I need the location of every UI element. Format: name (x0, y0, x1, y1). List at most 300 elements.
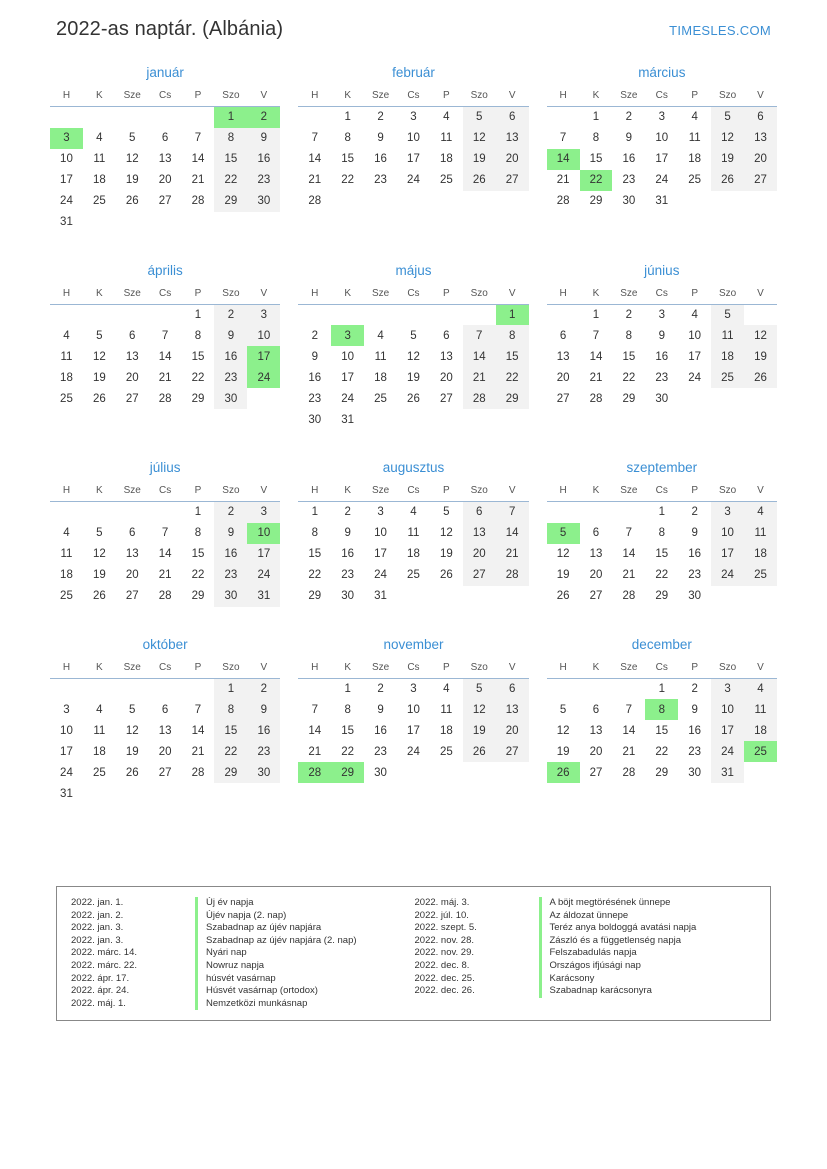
day-cell[interactable]: 9 (625, 132, 633, 144)
day-cell[interactable]: 25 (439, 745, 453, 758)
day-cell[interactable]: 24 (247, 367, 280, 388)
day-cell[interactable]: 28 (191, 195, 205, 207)
day-cell[interactable]: 24 (374, 569, 387, 581)
day-cell[interactable]: 23 (622, 174, 636, 186)
day-cell[interactable]: 6 (496, 678, 529, 699)
day-cell[interactable]: 12 (463, 699, 496, 720)
day-cell[interactable]: 23 (374, 174, 387, 186)
day-cell[interactable]: 18 (744, 544, 777, 565)
day-cell[interactable]: 6 (592, 703, 600, 716)
day-cell[interactable]: 28 (589, 392, 603, 405)
day-cell[interactable]: 29 (191, 392, 205, 405)
day-cell[interactable]: 22 (214, 170, 247, 191)
day-cell[interactable]: 6 (744, 107, 777, 128)
day-cell[interactable]: 1 (592, 308, 600, 321)
day-cell[interactable]: 4 (691, 111, 698, 124)
day-cell[interactable]: 22 (191, 371, 205, 384)
day-cell[interactable]: 7 (194, 132, 202, 144)
day-cell[interactable]: 5 (96, 527, 103, 539)
day-cell[interactable]: 14 (191, 153, 205, 165)
day-cell[interactable]: 13 (125, 548, 139, 560)
day-cell[interactable]: 7 (592, 329, 600, 342)
day-cell[interactable]: 12 (463, 128, 496, 149)
day-cell[interactable]: 15 (496, 346, 529, 367)
day-cell[interactable]: 16 (308, 371, 322, 384)
day-cell[interactable]: 19 (463, 149, 496, 170)
day-cell[interactable]: 5 (129, 132, 136, 144)
day-cell[interactable]: 27 (463, 565, 496, 586)
day-cell[interactable]: 21 (622, 569, 636, 581)
day-cell[interactable]: 4 (377, 329, 384, 342)
day-cell[interactable]: 4 (691, 308, 698, 321)
day-cell[interactable]: 24 (341, 392, 355, 405)
day-cell[interactable]: 3 (247, 304, 280, 325)
day-cell[interactable]: 17 (407, 153, 420, 165)
day-cell[interactable]: 24 (247, 565, 280, 586)
day-cell[interactable]: 1 (311, 506, 318, 519)
day-cell[interactable]: 2 (311, 329, 318, 342)
day-cell[interactable]: 18 (439, 153, 453, 165)
day-cell[interactable]: 10 (407, 703, 420, 716)
day-cell[interactable]: 28 (191, 766, 205, 779)
day-cell[interactable]: 31 (60, 216, 73, 228)
day-cell[interactable]: 10 (60, 724, 73, 737)
day-cell[interactable]: 18 (744, 720, 777, 741)
day-cell[interactable]: 25 (688, 174, 702, 186)
day-cell[interactable]: 13 (496, 699, 529, 720)
day-cell[interactable]: 29 (496, 388, 529, 409)
day-cell[interactable]: 29 (214, 191, 247, 212)
day-cell[interactable]: 25 (92, 766, 106, 779)
day-cell[interactable]: 22 (214, 741, 247, 762)
day-cell[interactable]: 15 (655, 724, 669, 737)
day-cell[interactable]: 12 (125, 724, 139, 737)
day-cell[interactable]: 14 (589, 350, 603, 363)
day-cell[interactable]: 16 (214, 346, 247, 367)
day-cell[interactable]: 10 (688, 329, 702, 342)
day-cell[interactable]: 18 (92, 174, 106, 186)
day-cell[interactable]: 10 (407, 132, 420, 144)
day-cell[interactable]: 12 (92, 350, 106, 363)
day-cell[interactable]: 16 (655, 350, 669, 363)
day-cell[interactable]: 2 (247, 107, 280, 128)
day-cell[interactable]: 21 (191, 745, 205, 758)
day-cell[interactable]: 20 (125, 569, 139, 581)
day-cell[interactable]: 14 (547, 149, 580, 170)
day-cell[interactable]: 1 (344, 682, 351, 695)
day-cell[interactable]: 20 (744, 149, 777, 170)
day-cell[interactable]: 18 (92, 745, 106, 758)
day-cell[interactable]: 7 (625, 527, 633, 539)
day-cell[interactable]: 12 (711, 128, 744, 149)
day-cell[interactable]: 14 (191, 724, 205, 737)
day-cell[interactable]: 20 (439, 371, 453, 384)
day-cell[interactable]: 1 (344, 111, 351, 124)
day-cell[interactable]: 29 (331, 762, 364, 783)
day-cell[interactable]: 30 (688, 766, 702, 779)
day-cell[interactable]: 2 (625, 111, 633, 124)
day-cell[interactable]: 16 (688, 724, 702, 737)
day-cell[interactable]: 6 (559, 329, 567, 342)
day-cell[interactable]: 19 (125, 174, 139, 186)
day-cell[interactable]: 26 (125, 195, 139, 207)
day-cell[interactable]: 9 (311, 350, 318, 363)
day-cell[interactable]: 5 (711, 107, 744, 128)
day-cell[interactable]: 3 (247, 502, 280, 523)
day-cell[interactable]: 2 (214, 304, 247, 325)
day-cell[interactable]: 24 (711, 741, 744, 762)
day-cell[interactable]: 9 (214, 325, 247, 346)
day-cell[interactable]: 10 (711, 523, 744, 544)
day-cell[interactable]: 3 (63, 703, 70, 716)
day-cell[interactable]: 14 (308, 724, 322, 737)
day-cell[interactable]: 3 (711, 502, 744, 523)
day-cell[interactable]: 8 (344, 703, 351, 716)
day-cell[interactable]: 11 (407, 527, 420, 539)
day-cell[interactable]: 16 (688, 548, 702, 560)
day-cell[interactable]: 30 (655, 392, 669, 405)
day-cell[interactable]: 8 (645, 699, 678, 720)
day-cell[interactable]: 27 (496, 741, 529, 762)
day-cell[interactable]: 1 (194, 506, 202, 519)
day-cell[interactable]: 14 (158, 350, 172, 363)
day-cell[interactable]: 24 (60, 766, 73, 779)
day-cell[interactable]: 11 (60, 548, 73, 560)
day-cell[interactable]: 2 (377, 682, 384, 695)
day-cell[interactable]: 17 (711, 720, 744, 741)
day-cell[interactable]: 11 (60, 350, 73, 363)
day-cell[interactable]: 6 (161, 703, 169, 716)
day-cell[interactable]: 8 (194, 329, 202, 342)
day-cell[interactable]: 31 (655, 195, 669, 207)
day-cell[interactable]: 30 (247, 762, 280, 783)
day-cell[interactable]: 7 (311, 132, 318, 144)
day-cell[interactable]: 7 (559, 132, 567, 144)
day-cell[interactable]: 25 (744, 565, 777, 586)
day-cell[interactable]: 11 (440, 132, 453, 144)
day-cell[interactable]: 10 (247, 325, 280, 346)
day-cell[interactable]: 29 (589, 195, 603, 207)
day-cell[interactable]: 12 (439, 527, 453, 539)
day-cell[interactable]: 13 (556, 350, 570, 363)
day-cell[interactable]: 16 (247, 720, 280, 741)
day-cell[interactable]: 7 (311, 703, 318, 716)
day-cell[interactable]: 9 (691, 527, 698, 539)
day-cell[interactable]: 4 (63, 329, 70, 342)
day-cell[interactable]: 21 (463, 367, 496, 388)
day-cell[interactable]: 2 (691, 682, 698, 695)
day-cell[interactable]: 7 (161, 527, 169, 539)
day-cell[interactable]: 8 (344, 132, 351, 144)
day-cell[interactable]: 14 (496, 523, 529, 544)
day-cell[interactable]: 27 (439, 392, 453, 405)
day-cell[interactable]: 9 (377, 132, 384, 144)
day-cell[interactable]: 4 (96, 703, 103, 716)
day-cell[interactable]: 3 (331, 325, 364, 346)
day-cell[interactable]: 19 (463, 720, 496, 741)
day-cell[interactable]: 1 (658, 682, 665, 695)
day-cell[interactable]: 19 (92, 371, 106, 384)
day-cell[interactable]: 11 (744, 699, 777, 720)
day-cell[interactable]: 22 (655, 745, 669, 758)
day-cell[interactable]: 31 (60, 787, 73, 800)
day-cell[interactable]: 9 (377, 703, 384, 716)
day-cell[interactable]: 21 (308, 745, 322, 758)
day-cell[interactable]: 18 (711, 346, 744, 367)
day-cell[interactable]: 15 (214, 720, 247, 741)
day-cell[interactable]: 7 (496, 502, 529, 523)
day-cell[interactable]: 10 (711, 699, 744, 720)
day-cell[interactable]: 18 (439, 724, 453, 737)
day-cell[interactable]: 6 (129, 527, 136, 539)
day-cell[interactable]: 23 (247, 170, 280, 191)
day-cell[interactable]: 27 (158, 766, 172, 779)
day-cell[interactable]: 17 (60, 745, 73, 758)
day-cell[interactable]: 12 (407, 350, 420, 363)
day-cell[interactable]: 31 (341, 413, 355, 426)
day-cell[interactable]: 4 (410, 506, 417, 519)
day-cell[interactable]: 17 (711, 544, 744, 565)
day-cell[interactable]: 2 (247, 678, 280, 699)
day-cell[interactable]: 22 (341, 745, 355, 758)
day-cell[interactable]: 28 (298, 762, 331, 783)
day-cell[interactable]: 6 (496, 107, 529, 128)
day-cell[interactable]: 26 (92, 392, 106, 405)
day-cell[interactable]: 30 (247, 191, 280, 212)
day-cell[interactable]: 2 (214, 502, 247, 523)
day-cell[interactable]: 23 (214, 367, 247, 388)
day-cell[interactable]: 25 (744, 741, 777, 762)
day-cell[interactable]: 9 (344, 527, 351, 539)
day-cell[interactable]: 30 (622, 195, 636, 207)
day-cell[interactable]: 22 (580, 170, 613, 191)
day-cell[interactable]: 6 (129, 329, 136, 342)
day-cell[interactable]: 9 (691, 703, 698, 716)
day-cell[interactable]: 23 (247, 741, 280, 762)
day-cell[interactable]: 28 (496, 565, 529, 586)
day-cell[interactable]: 5 (96, 329, 103, 342)
day-cell[interactable]: 30 (308, 413, 322, 426)
day-cell[interactable]: 2 (344, 506, 351, 519)
day-cell[interactable]: 14 (308, 153, 322, 165)
day-cell[interactable]: 27 (496, 170, 529, 191)
day-cell[interactable]: 21 (556, 174, 570, 186)
day-cell[interactable]: 8 (592, 132, 600, 144)
day-cell[interactable]: 18 (60, 569, 73, 581)
day-cell[interactable]: 19 (556, 745, 570, 758)
day-cell[interactable]: 28 (622, 766, 636, 779)
day-cell[interactable]: 4 (744, 502, 777, 523)
day-cell[interactable]: 11 (93, 153, 106, 165)
day-cell[interactable]: 15 (655, 548, 669, 560)
day-cell[interactable]: 26 (463, 170, 496, 191)
day-cell[interactable]: 10 (247, 523, 280, 544)
day-cell[interactable]: 15 (214, 149, 247, 170)
day-cell[interactable]: 20 (125, 371, 139, 384)
day-cell[interactable]: 22 (655, 569, 669, 581)
day-cell[interactable]: 9 (214, 523, 247, 544)
day-cell[interactable]: 26 (92, 590, 106, 602)
day-cell[interactable]: 15 (341, 153, 355, 165)
day-cell[interactable]: 17 (60, 174, 73, 186)
day-cell[interactable]: 1 (194, 308, 202, 321)
day-cell[interactable]: 19 (711, 149, 744, 170)
day-cell[interactable]: 19 (92, 569, 106, 581)
day-cell[interactable]: 26 (439, 569, 453, 581)
day-cell[interactable]: 4 (443, 682, 450, 695)
day-cell[interactable]: 12 (556, 724, 570, 737)
day-cell[interactable]: 8 (194, 527, 202, 539)
day-cell[interactable]: 29 (622, 392, 636, 405)
day-cell[interactable]: 28 (556, 195, 570, 207)
day-cell[interactable]: 23 (214, 565, 247, 586)
day-cell[interactable]: 29 (655, 766, 669, 779)
day-cell[interactable]: 9 (247, 128, 280, 149)
day-cell[interactable]: 20 (158, 174, 172, 186)
day-cell[interactable]: 13 (463, 523, 496, 544)
day-cell[interactable]: 26 (547, 762, 580, 783)
day-cell[interactable]: 21 (191, 174, 205, 186)
day-cell[interactable]: 8 (214, 699, 247, 720)
day-cell[interactable]: 11 (711, 325, 744, 346)
day-cell[interactable]: 21 (622, 745, 636, 758)
day-cell[interactable]: 12 (556, 548, 570, 560)
day-cell[interactable]: 15 (308, 548, 322, 560)
day-cell[interactable]: 31 (374, 590, 387, 602)
day-cell[interactable]: 26 (407, 392, 420, 405)
day-cell[interactable]: 16 (247, 149, 280, 170)
day-cell[interactable]: 7 (161, 329, 169, 342)
day-cell[interactable]: 24 (407, 745, 420, 758)
day-cell[interactable]: 12 (744, 325, 777, 346)
day-cell[interactable]: 6 (161, 132, 169, 144)
day-cell[interactable]: 22 (341, 174, 355, 186)
day-cell[interactable]: 17 (341, 371, 355, 384)
day-cell[interactable]: 14 (158, 548, 172, 560)
day-cell[interactable]: 26 (744, 367, 777, 388)
day-cell[interactable]: 13 (158, 724, 172, 737)
day-cell[interactable]: 20 (496, 149, 529, 170)
day-cell[interactable]: 3 (50, 128, 83, 149)
day-cell[interactable]: 5 (463, 107, 496, 128)
day-cell[interactable]: 28 (158, 392, 172, 405)
day-cell[interactable]: 16 (622, 153, 636, 165)
day-cell[interactable]: 11 (440, 703, 453, 716)
day-cell[interactable]: 19 (125, 745, 139, 758)
day-cell[interactable]: 27 (125, 590, 139, 602)
day-cell[interactable]: 24 (655, 174, 669, 186)
day-cell[interactable]: 23 (374, 745, 387, 758)
day-cell[interactable]: 28 (308, 195, 322, 207)
day-cell[interactable]: 16 (374, 724, 387, 737)
day-cell[interactable]: 26 (556, 590, 570, 602)
day-cell[interactable]: 10 (374, 527, 387, 539)
day-cell[interactable]: 17 (247, 544, 280, 565)
day-cell[interactable]: 21 (496, 544, 529, 565)
day-cell[interactable]: 31 (247, 586, 280, 607)
day-cell[interactable]: 17 (374, 548, 387, 560)
day-cell[interactable]: 17 (688, 350, 702, 363)
day-cell[interactable]: 13 (589, 724, 603, 737)
day-cell[interactable]: 19 (439, 548, 453, 560)
day-cell[interactable]: 29 (308, 590, 322, 602)
day-cell[interactable]: 5 (559, 703, 567, 716)
day-cell[interactable]: 17 (407, 724, 420, 737)
day-cell[interactable]: 31 (711, 762, 744, 783)
day-cell[interactable]: 12 (125, 153, 139, 165)
day-cell[interactable]: 25 (407, 569, 420, 581)
day-cell[interactable]: 8 (658, 527, 665, 539)
day-cell[interactable]: 25 (60, 392, 73, 405)
day-cell[interactable]: 17 (247, 346, 280, 367)
day-cell[interactable]: 8 (214, 128, 247, 149)
day-cell[interactable]: 5 (463, 678, 496, 699)
day-cell[interactable]: 28 (158, 590, 172, 602)
day-cell[interactable]: 20 (556, 371, 570, 384)
day-cell[interactable]: 1 (658, 506, 665, 519)
day-cell[interactable]: 27 (158, 195, 172, 207)
day-cell[interactable]: 20 (589, 569, 603, 581)
day-cell[interactable]: 5 (547, 523, 580, 544)
day-cell[interactable]: 30 (214, 586, 247, 607)
day-cell[interactable]: 4 (96, 132, 103, 144)
day-cell[interactable]: 20 (463, 544, 496, 565)
day-cell[interactable]: 17 (655, 153, 669, 165)
day-cell[interactable]: 25 (92, 195, 106, 207)
day-cell[interactable]: 11 (93, 724, 106, 737)
day-cell[interactable]: 10 (60, 153, 73, 165)
day-cell[interactable]: 22 (496, 367, 529, 388)
day-cell[interactable]: 23 (688, 569, 702, 581)
day-cell[interactable]: 15 (191, 350, 205, 363)
day-cell[interactable]: 19 (744, 346, 777, 367)
day-cell[interactable]: 24 (407, 174, 420, 186)
day-cell[interactable]: 18 (688, 153, 702, 165)
day-cell[interactable]: 12 (92, 548, 106, 560)
day-cell[interactable]: 9 (247, 699, 280, 720)
day-cell[interactable]: 22 (191, 569, 205, 581)
day-cell[interactable]: 27 (744, 170, 777, 191)
day-cell[interactable]: 24 (711, 565, 744, 586)
day-cell[interactable]: 25 (711, 367, 744, 388)
day-cell[interactable]: 20 (158, 745, 172, 758)
day-cell[interactable]: 21 (158, 371, 172, 384)
day-cell[interactable]: 16 (214, 544, 247, 565)
day-cell[interactable]: 9 (658, 329, 665, 342)
day-cell[interactable]: 30 (214, 388, 247, 409)
day-cell[interactable]: 5 (443, 506, 450, 519)
day-cell[interactable]: 8 (625, 329, 633, 342)
day-cell[interactable]: 26 (125, 766, 139, 779)
day-cell[interactable]: 28 (463, 388, 496, 409)
day-cell[interactable]: 14 (622, 548, 636, 560)
day-cell[interactable]: 22 (308, 569, 322, 581)
day-cell[interactable]: 18 (407, 548, 420, 560)
day-cell[interactable]: 27 (125, 392, 139, 405)
day-cell[interactable]: 6 (463, 502, 496, 523)
day-cell[interactable]: 21 (589, 371, 603, 384)
day-cell[interactable]: 10 (655, 132, 669, 144)
day-cell[interactable]: 22 (622, 371, 636, 384)
day-cell[interactable]: 6 (592, 527, 600, 539)
day-cell[interactable]: 27 (556, 392, 570, 405)
day-cell[interactable]: 30 (688, 590, 702, 602)
day-cell[interactable]: 13 (158, 153, 172, 165)
day-cell[interactable]: 20 (496, 720, 529, 741)
day-cell[interactable]: 24 (60, 195, 73, 207)
day-cell[interactable]: 1 (214, 678, 247, 699)
day-cell[interactable]: 23 (688, 745, 702, 758)
